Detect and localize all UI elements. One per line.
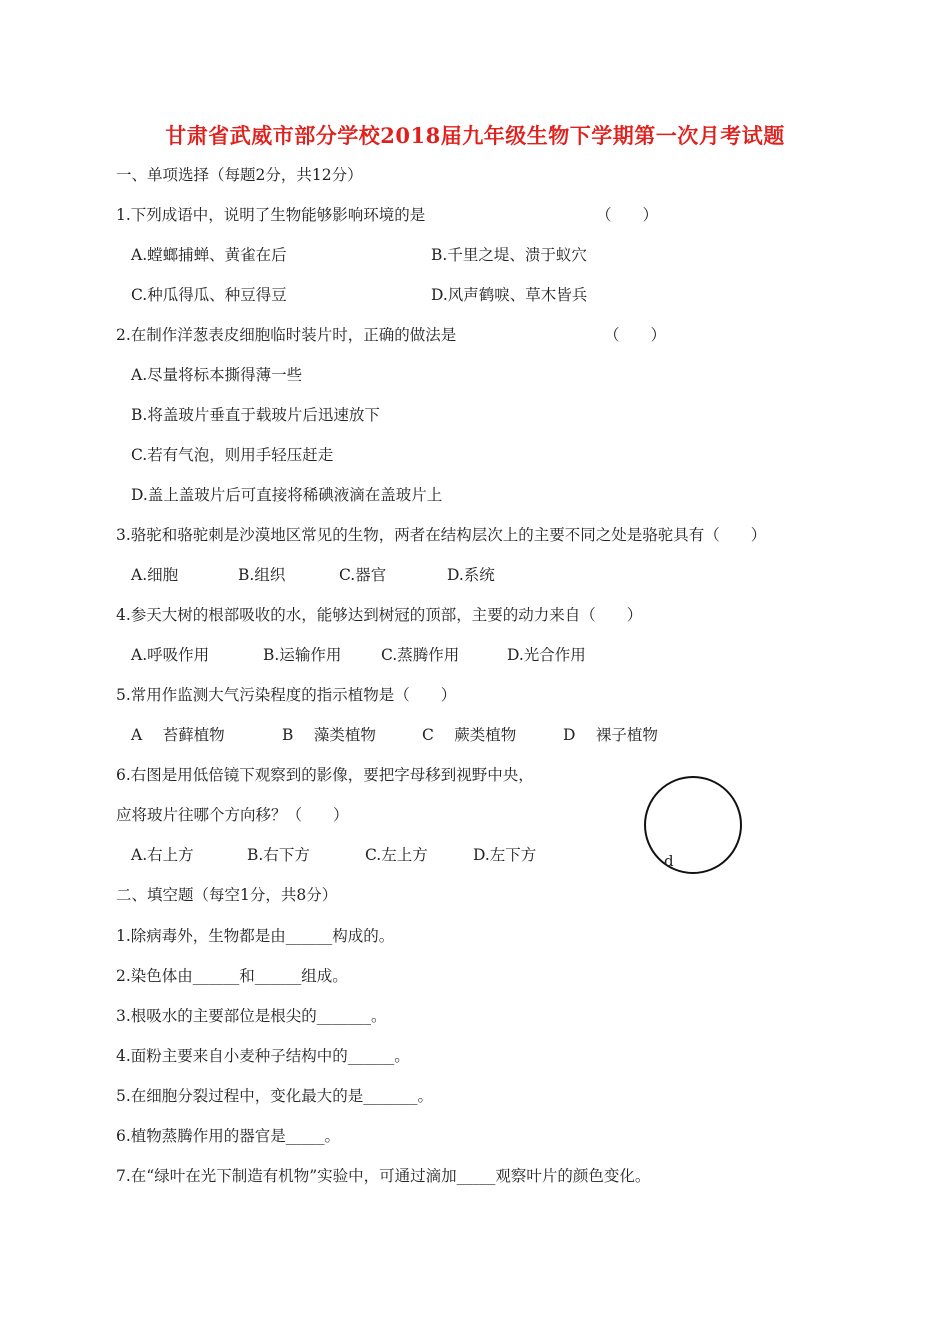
question-2-option-d: D.盖上盖玻片后可直接将稀碘液滴在盖玻片上 [131,486,443,504]
fill-question-3: 3.根吸水的主要部位是根尖的_______。 [116,1007,387,1025]
question-5-option-c: C 蕨类植物 [422,726,517,744]
fill-question-5: 5.在细胞分裂过程中，变化最大的是_______。 [116,1087,434,1105]
question-4-option-b: B.运输作用 [263,646,342,664]
question-4-option-c: C.蒸腾作用 [381,646,460,664]
question-1-option-b: B.千里之堤、溃于蚁穴 [431,246,587,264]
question-5-option-d: D 裸子植物 [563,726,658,744]
question-6-stem-line1: 6.右图是用低倍镜下观察到的影像，要把字母移到视野中央， [116,766,534,784]
question-4-stem: 4.参天大树的根部吸收的水，能够达到树冠的顶部，主要的动力来自（ ） [116,606,643,624]
page-title: 甘肃省武威市部分学校2018届九年级生物下学期第一次月考试题 [165,123,785,148]
question-3-option-b: B.组织 [238,566,286,584]
question-2-answer-paren: （ ） [604,326,667,344]
question-5-stem: 5.常用作监测大气污染程度的指示植物是（ ） [116,686,457,704]
question-1-stem: 1.下列成语中，说明了生物能够影响环境的是 [116,206,426,224]
fill-question-6: 6.植物蒸腾作用的器官是_____。 [116,1127,341,1145]
question-2-option-a: A.尽量将标本撕得薄一些 [131,366,303,384]
fill-question-4: 4.面粉主要来自小麦种子结构中的______。 [116,1047,410,1065]
question-6-stem-line2: 应将玻片往哪个方向移？（ ） [116,806,349,824]
fill-question-1: 1.除病毒外，生物都是由______构成的。 [116,927,395,945]
question-4-option-a: A.呼吸作用 [131,646,210,664]
question-5-option-b: B 藻类植物 [282,726,376,744]
question-2-stem: 2.在制作洋葱表皮细胞临时装片时，正确的做法是 [116,326,457,344]
question-2-option-c: C.若有气泡，则用手轻压赶走 [131,446,334,464]
microscope-field-circle [644,776,742,874]
question-6-option-b: B.右下方 [247,846,310,864]
question-1-answer-paren: （ ） [596,206,659,224]
microscope-field-letter: d [664,852,674,870]
fill-question-7: 7.在“绿叶在光下制造有机物”实验中，可通过滴加_____观察叶片的颜色变化。 [116,1167,651,1185]
question-1-option-a: A.螳螂捕蝉、黄雀在后 [131,246,287,264]
question-1-option-d: D.风声鹤唳、草木皆兵 [431,286,588,304]
question-2-option-b: B.将盖玻片垂直于载玻片后迅速放下 [131,406,380,424]
question-5-option-a: A 苔藓植物 [131,726,225,744]
fill-question-2: 2.染色体由______和______组成。 [116,967,348,985]
question-6-option-d: D.左下方 [473,846,537,864]
question-3-option-d: D.系统 [447,566,495,584]
question-3-option-a: A.细胞 [131,566,179,584]
question-3-stem: 3.骆驼和骆驼刺是沙漠地区常见的生物，两者在结构层次上的主要不同之处是骆驼具有（ ） [116,526,767,544]
question-6-option-c: C.左上方 [365,846,428,864]
question-4-option-d: D.光合作用 [507,646,586,664]
question-6-option-a: A.右上方 [131,846,194,864]
section-heading-fill: 二、填空题（每空1分，共8分） [116,886,338,904]
section-heading-choice: 一、单项选择（每题2分，共12分） [116,166,363,184]
question-1-option-c: C.种瓜得瓜、种豆得豆 [131,286,287,304]
question-3-option-c: C.器官 [339,566,387,584]
